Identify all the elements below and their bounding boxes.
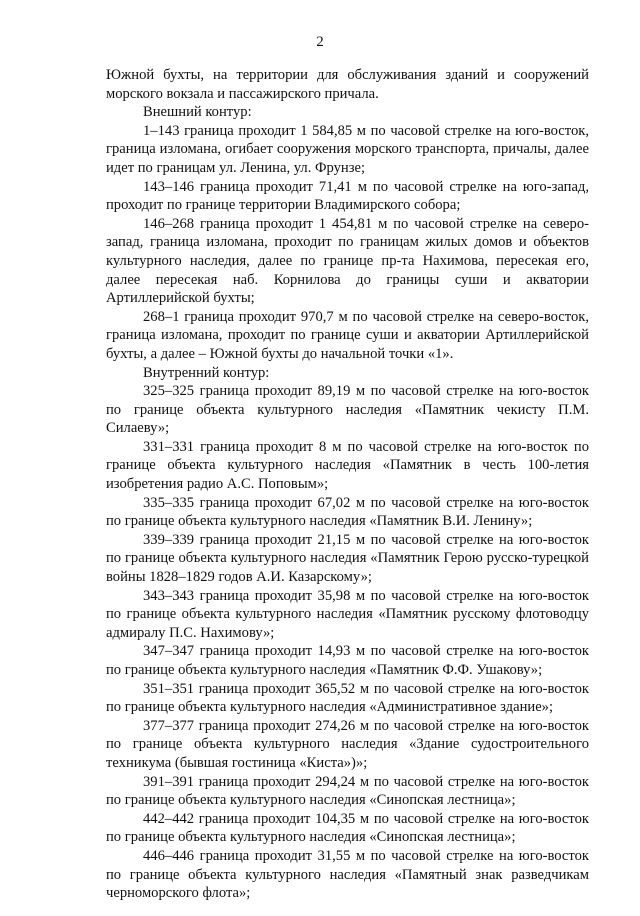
paragraph-segment-343: 343–343 граница проходит 35,98 м по часовой стрелке на юго-восток по границе объекта культурного наследия «Памятник русскому флотоводцу адмиралу П.С. Нахимову»;: [106, 587, 589, 641]
paragraph-segment-331: 331–331 граница проходит 8 м по часовой стрелке на юго-восток по границе объекта культурного наследия «Памятник в честь 100-летия изобретения радио А.С. Поповым»;: [106, 438, 589, 493]
paragraph-segment-146-268: 146–268 граница проходит 1 454,81 м по часовой стрелке на северо-запад, граница изломана, проходит по границам жилых домов и объектов культурного наследия, далее по границе пр-та Нахимова, пересекая его, далее пересекая наб. Корнилова до границы суши и акватории Артиллерийской бухты;: [106, 215, 589, 307]
page-number: 2: [316, 34, 324, 50]
paragraph-segment-347: 347–347 граница проходит 14,93 м по часовой стрелке на юго-восток по границе объекта культурного наследия «Памятник Ф.Ф. Ушакову»;: [106, 643, 589, 678]
paragraph-segment-339: 339–339 граница проходит 21,15 м по часовой стрелке на юго-восток по границе объекта культурного наследия «Памятник Герою русско-турецкой войны 1828–1829 годов А.И. Казарскому»;: [106, 531, 589, 586]
paragraph-segment-325: 325–325 граница проходит 89,19 м по часовой стрелке на юго-восток по границе объекта культурного наследия «Памятник чекисту П.М. Силаеву»;: [106, 383, 589, 437]
paragraph-segment-268-1: 268–1 граница проходит 970,7 м по часовой стрелке на северо-восток, граница изломана, проходит по границе суши и акватории Артиллерийской бухты, а далее – Южной бухты до начальной точки «1».: [106, 308, 589, 362]
paragraph-segment-351: 351–351 граница проходит 365,52 м по часовой стрелке на юго-восток по границе объекта культурного наследия «Административное здание»;: [106, 680, 589, 716]
heading-inner-contour: Внутренний контур:: [143, 364, 270, 381]
paragraph-segment-1-143: 1–143 граница проходит 1 584,85 м по часовой стрелке на юго-восток, граница изломана, огибает сооружения морского транспорта, причалы, далее идет по границам ул. Ленина, ул. Фрунзе;: [106, 122, 589, 176]
heading-outer-contour: Внешний контур:: [143, 104, 252, 121]
document-body: [106, 66, 589, 903]
paragraph-segment-446: 446–446 граница проходит 31,55 м по часовой стрелке на юго-восток по границе объекта культурного наследия «Памятный знак разведчикам черноморского флота»;: [106, 847, 589, 902]
paragraph-segment-335: 335–335 граница проходит 67,02 м по часовой стрелке на юго-восток по границе объекта культурного наследия «Памятник В.И. Ленину»;: [106, 494, 589, 530]
paragraph-segment-442: 442–442 граница проходит 104,35 м по часовой стрелке на юго-восток по границе объекта культурного наследия «Синопская лестница»;: [106, 810, 589, 846]
paragraph-segment-143-146: 143–146 граница проходит 71,41 м по часовой стрелке на юго-запад, проходит по границе территории Владимирского собора;: [106, 178, 589, 214]
paragraph-segment-377: 377–377 граница проходит 274,26 м по часовой стрелке на юго-восток по границе объекта культурного наследия «Здание судостроительного техникума (бывшая гостиница «Киста»)»;: [106, 717, 589, 771]
paragraph-continuation: Южной бухты, на территории для обслуживания зданий и сооружений морского вокзала и пассажирского причала.: [106, 67, 589, 102]
paragraph-segment-391: 391–391 граница проходит 294,24 м по часовой стрелке на юго-восток по границе объекта культурного наследия «Синопская лестница»;: [106, 773, 589, 809]
